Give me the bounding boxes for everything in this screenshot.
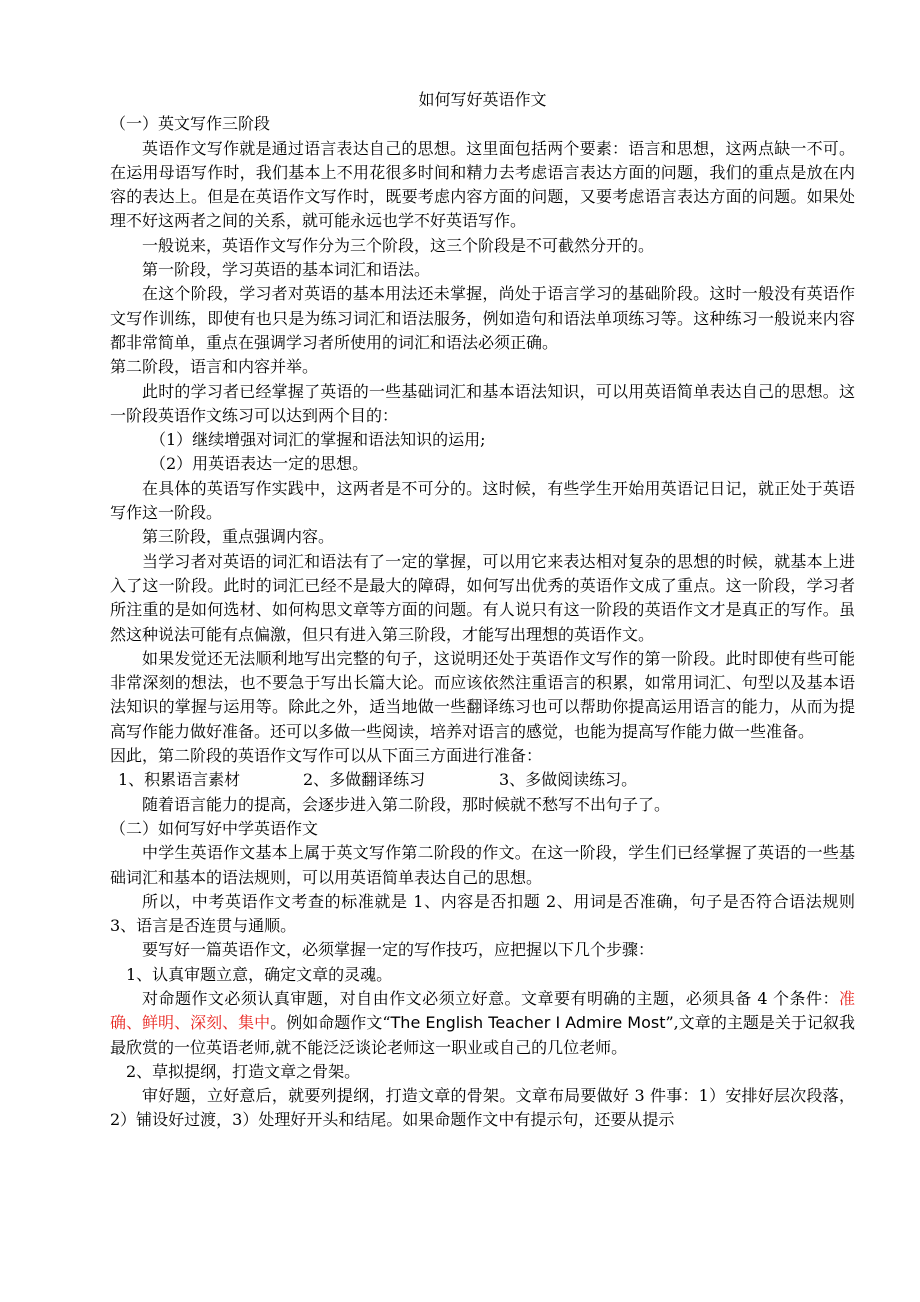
paragraph: 第三阶段，重点强调内容。: [142, 527, 335, 547]
english-title: The English Teacher I Admire Most: [390, 1013, 666, 1033]
highlight-text: 准确、鲜明、深刻、集中: [110, 988, 855, 1033]
paragraph: 如果发觉还无法顺利地写出完整的句子，这说明还处于英语作文写作的第一阶段。此时即使有些可能非常深刻的想法，也不要急于写出长篇大论。而应该依然注重语言的积累，如常用词汇、句型以及基本语法知识的掌握与运用等。除此之外，适当地做一些翻译练习也可以帮助你提高运用语言的能力，从而为提高写作能力做好准备。还可以多做一些阅读，培养对语言的感觉，也能为提高写作能力做一些准备。: [110, 648, 855, 741]
step-heading: 1、认真审题立意，确定文章的灵魂。: [126, 964, 393, 984]
list-item: （2）用英语表达一定的思想。: [150, 454, 369, 474]
paragraph: 在这个阶段，学习者对英语的基本用法还未掌握，尚处于语言学习的基础阶段。这时一般没有英语作文写作训练，即使有也只是为练习词汇和语法服务，例如造句和语法单项练习等。这种练习一般说来内容都非常简单，重点在强调学习者所使用的词汇和语法必须正确。: [110, 284, 855, 352]
paragraph: 在具体的英语写作实践中，这两者是不可分的。这时候，有些学生开始用英语记日记，就正处于英语写作这一阶段。: [110, 478, 855, 523]
step-heading: 2、草拟提纲，打造文章之骨架。: [126, 1061, 361, 1081]
list-item: （1）继续增强对词汇的掌握和语法知识的运用;: [150, 430, 486, 450]
paragraph: 所以，中考英语作文考查的标准就是 1、内容是否扣题 2、用词是否准确，句子是否符合语法规则 3、语言是否连贯与通顺。: [110, 891, 855, 936]
paragraph: 第二阶段，语言和内容并举。: [110, 357, 319, 377]
document-title: 如何写好英语作文: [418, 90, 547, 109]
paragraph: 当学习者对英语的词汇和语法有了一定的掌握，可以用它来表达相对复杂的思想的时候，就基本上进入了这一阶段。此时的词汇已经不是最大的障碍，如何写出优秀的英语作文成了重点。这一阶段，学习者所注重的是如何选材、如何构思文章等方面的问题。有人说只有这一阶段的英语作文才是真正的写作。虽然这种说法可能有点偏激，但只有进入第三阶段，才能写出理想的英语作文。: [110, 551, 855, 644]
document-page: [110, 88, 855, 1133]
text-run: 。例如命题作文“: [270, 1013, 391, 1033]
paragraph: 第一阶段，学习英语的基本词汇和语法。: [142, 260, 431, 280]
list-item: 2、多做翻译练习: [303, 770, 426, 790]
paragraph: 随着语言能力的提高，会逐步进入第二阶段，那时候就不愁写不出句子了。: [142, 794, 671, 814]
text-run: ”,文章的主题是关于记叙我最欣赏的一位英语老师,就不能泛泛谈论老师这一职业或自己的几位老师。: [110, 1013, 855, 1057]
preparation-list: [110, 768, 855, 792]
paragraph: 此时的学习者已经掌握了英语的一些基础词汇和基本语法知识，可以用英语简单表达自己的思想。这一阶段英语作文练习可以达到两个目的：: [110, 381, 855, 425]
paragraph: [110, 987, 855, 1060]
section1-heading: （一）英文写作三阶段: [110, 114, 271, 134]
list-item: 1、积累语言素材: [118, 770, 241, 790]
paragraph: 中学生英语作文基本上属于英文写作第二阶段的作文。在这一阶段，学生们已经掌握了英语的一些基础词汇和基本的语法规则，可以用英语简单表达自己的思想。: [110, 843, 855, 887]
section2-heading: （二）如何写好中学英语作文: [110, 818, 319, 838]
paragraph: 审好题，立好意后，就要列提纲，打造文章的骨架。文章布局要做好 3 件事：1）安排好层次段落，2）铺设好过渡，3）处理好开头和结尾。如果命题作文中有提示句，还要从提示: [110, 1086, 855, 1130]
list-item: 3、多做阅读练习。: [499, 770, 638, 790]
paragraph: 因此，第二阶段的英语作文写作可以从下面三方面进行准备：: [110, 746, 543, 766]
paragraph: 英语作文写作就是通过语言表达自己的思想。这里面包括两个要素：语言和思想，这两点缺一不可。在运用母语写作时，我们基本上不用花很多时间和精力去考虑语言表达方面的问题，我们的重点是放在内容的表达上。但是在英语作文写作时，既要考虑内容方面的问题，又要考虑语言表达方面的问题。如果处理不好这两者之间的关系，就可能永远也学不好英语写作。: [110, 138, 855, 231]
paragraph: 一般说来，英语作文写作分为三个阶段，这三个阶段是不可截然分开的。: [142, 235, 655, 255]
text-run: 对命题作文必须认真审题，对自由作文必须立好意。文章要有明确的主题，必须具备 4 个条件：: [142, 988, 839, 1008]
paragraph: 要写好一篇英语作文，必须掌握一定的写作技巧，应把握以下几个步骤：: [142, 940, 655, 960]
